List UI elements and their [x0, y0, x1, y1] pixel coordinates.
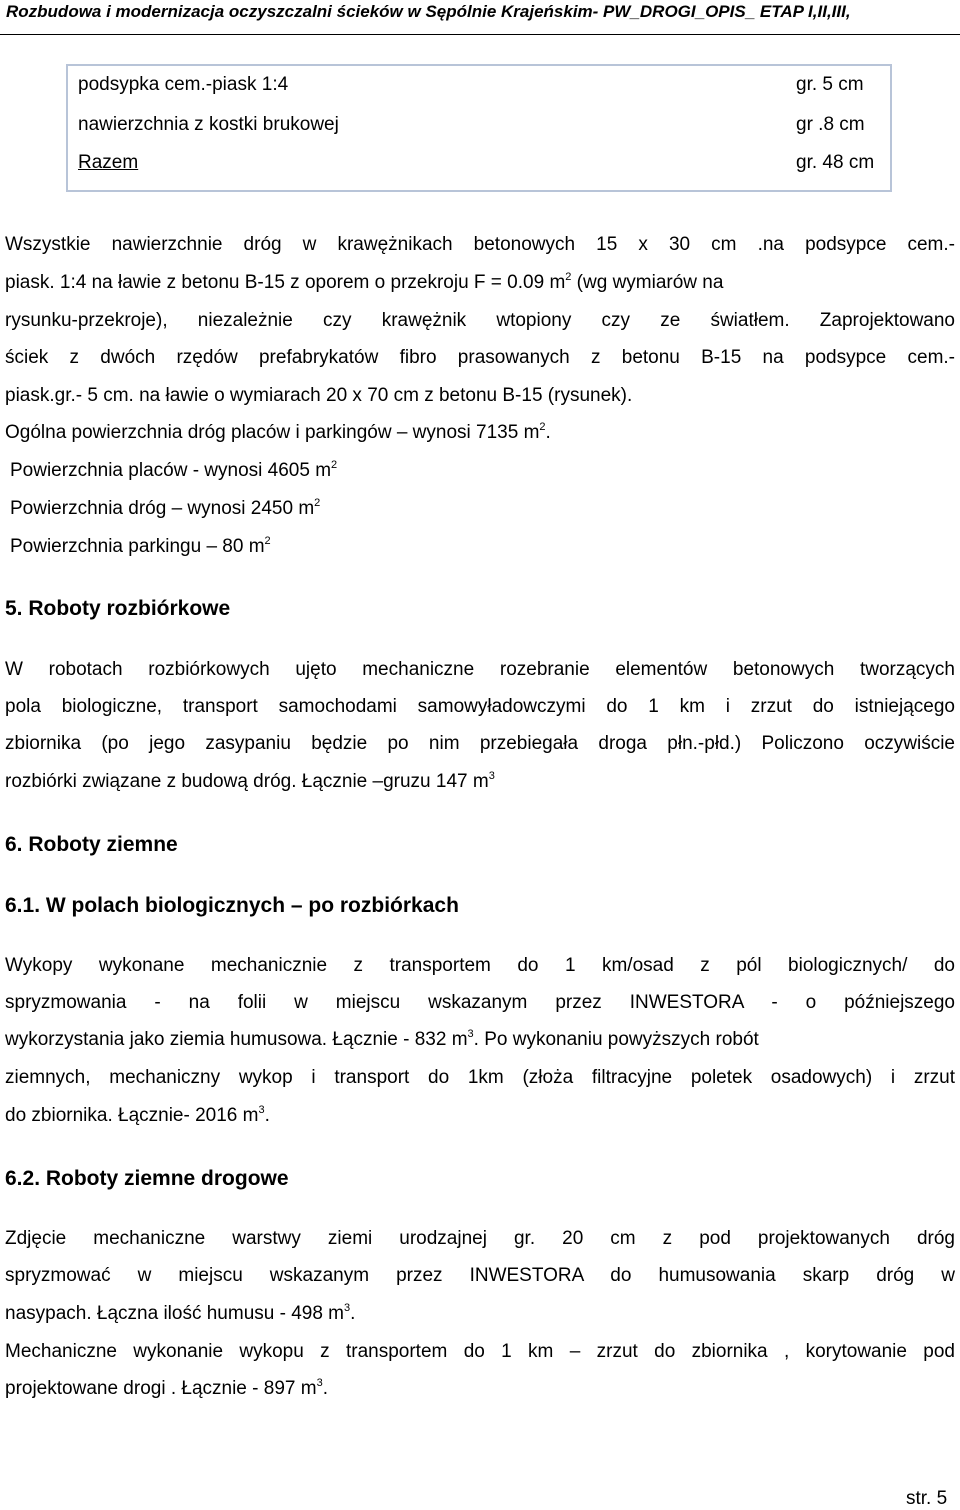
paragraph-line: zbiornika (po jego zasypaniu będzie po nim przebiegała droga płn.-płd.) Policzono oczywiście	[5, 733, 955, 754]
area-roads: Powierzchnia dróg – wynosi 2450 $m^2$	[10, 497, 321, 519]
paragraph-line: nasypach. Łączna ilość humusu - 498 $m^3$.	[5, 1302, 356, 1324]
paragraph-line: do zbiornika. Łącznie- 2016 $m^3$.	[5, 1104, 270, 1126]
section-heading: 6. Roboty ziemne	[5, 833, 178, 856]
paragraph-line: spryzmować w miejscu wskazanym przez INWESTORA do humusowania skarp dróg w	[5, 1265, 955, 1286]
layer-label: podsypka cem.-piask 1:4	[78, 74, 289, 95]
paragraph-line: Zdjęcie mechaniczne warstwy ziemi urodzajnej gr. 20 cm z pod projektowanych dróg	[5, 1228, 955, 1249]
paragraph-line: pola biologiczne, transport samochodami samowyładowczymi do 1 km i zrzut do istniejącego	[5, 696, 955, 717]
paragraph-line: Wykopy wykonane mechanicznie z transportem do 1 km/osad z pól biologicznych/ do	[5, 955, 955, 976]
total-label: Razem	[78, 152, 139, 173]
header-title: Rozbudowa i modernizacja oczyszczalni ścieków w Sępólnie Krajeńskim- PW_DROGI_OPIS_ ETAP I,II,III,	[6, 2, 851, 21]
layer-label: nawierzchnia z kostki brukowej	[78, 114, 339, 135]
page-header	[0, 0, 960, 35]
page-number: str. 5	[906, 1488, 948, 1509]
area-parking: Powierzchnia parkingu – 80 $m^2$	[10, 535, 271, 557]
total-thickness: gr. 48 cm	[796, 152, 875, 173]
paragraph-line: W robotach rozbiórkowych ujęto mechaniczne rozebranie elementów betonowych tworzących	[5, 659, 955, 680]
paragraph-line: ziemnych, mechaniczny wykop i transport do 1km (złoża filtracyjne poletek osadowych) i zrzut	[5, 1067, 955, 1088]
layers-table	[66, 64, 892, 192]
subsection-heading: 6.2. Roboty ziemne drogowe	[5, 1167, 289, 1190]
paragraph-line: piask.gr.- 5 cm. na ławie o wymiarach 20 x 70 cm z betonu B-15 (rysunek).	[5, 385, 633, 406]
paragraph-line: rozbiórki związane z budową dróg. Łącznie –gruzu 147 $m^3$	[5, 770, 495, 792]
paragraph-line: Wszystkie nawierzchnie dróg w krawężnikach betonowych 15 x 30 cm .na podsypce cem.-	[5, 234, 955, 255]
paragraph-line: Mechaniczne wykonanie wykopu z transportem do 1 km – zrzut do zbiornika , korytowanie pod	[5, 1341, 955, 1362]
paragraph-line: rysunku-przekroje), niezależnie czy krawężnik wtopiony czy ze światłem. Zaprojektowano	[5, 310, 955, 331]
area-total: Ogólna powierzchnia dróg placów i parkingów – wynosi 7135 $m^2$.	[5, 421, 551, 443]
layer-thickness: gr. 5 cm	[796, 74, 864, 95]
paragraph-line: wykorzystania jako ziemia humusowa. Łącznie - 832 $m^3$. Po wykonaniu powyższych robót	[5, 1028, 759, 1050]
paragraph-line: ściek z dwóch rzędów prefabrykatów fibro prasowanych z betonu B-15 na podsypce cem.-	[5, 347, 955, 368]
paragraph-line: piask. 1:4 na ławie z betonu B-15 z oporem o przekroju F = 0.09 $m^2$ (wg wymiarów na	[5, 271, 724, 293]
paragraph-line: spryzmowania - na folii w miejscu wskazanym przez INWESTORA - o późniejszego	[5, 992, 955, 1013]
layer-thickness: gr .8 cm	[796, 114, 865, 135]
area-squares: Powierzchnia placów - wynosi 4605 $m^2$	[10, 459, 338, 481]
section-heading: 5. Roboty rozbiórkowe	[5, 597, 231, 620]
paragraph-line: projektowane drogi . Łącznie - 897 $m^3$.	[5, 1377, 328, 1399]
subsection-heading: 6.1. W polach biologicznych – po rozbiórkach	[5, 894, 459, 917]
